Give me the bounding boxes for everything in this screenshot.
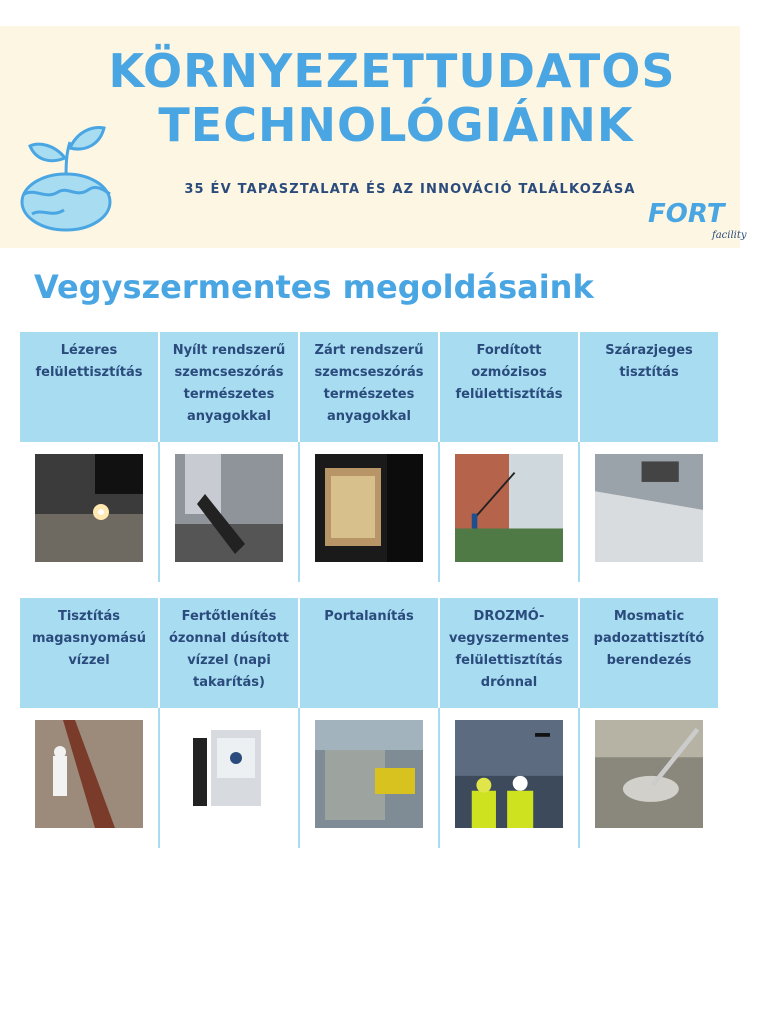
ozone-device-photo: [175, 720, 283, 828]
svg-text:FORT: FORT: [648, 199, 725, 229]
fort-logo: [646, 194, 747, 244]
solution-label: Nyílt rendszerű szemcseszórás természetes anyagokkal: [160, 332, 300, 442]
section-title: Vegyszermentes megoldásaink: [34, 268, 594, 306]
header-banner: [0, 26, 747, 248]
dust-removal-photo: [315, 720, 423, 828]
solution-label: Fertőtlenítés ózonnal dúsított vízzel (napi takarítás): [160, 598, 300, 708]
high-pressure-water-photo: [35, 720, 143, 828]
solutions-row: [20, 598, 718, 848]
drone-cleaning-photo: [455, 720, 563, 828]
floor-cleaner-photo: [595, 720, 703, 828]
page-subtitle: 35 ÉV TAPASZTALATA ÉS AZ INNOVÁCIÓ TALÁLKOZÁSA: [184, 182, 636, 197]
solution-label: DROZMÓ-vegyszermentes felülettisztítás drónnal: [440, 598, 580, 708]
globe-sprout-icon: [18, 118, 114, 230]
laser-cleaning-photo: [35, 454, 143, 562]
solution-label: Zárt rendszerű szemcseszórás természetes anyagokkal: [300, 332, 440, 442]
closed-blasting-photo: [315, 454, 423, 562]
solution-label: Portalanítás: [300, 598, 440, 708]
page-title-line-2: TECHNOLÓGIÁINK: [158, 98, 634, 152]
open-blasting-photo: [175, 454, 283, 562]
solution-label: Fordított ozmózisos felülettisztítás: [440, 332, 580, 442]
solutions-row: [20, 332, 718, 582]
dry-ice-photo: [595, 454, 703, 562]
page-title-line-1: KÖRNYEZETTUDATOS: [108, 44, 676, 98]
solution-label: Lézeres felülettisztítás: [20, 332, 160, 442]
solution-label: Tisztítás magasnyomású vízzel: [20, 598, 160, 708]
svg-text:facility: facility: [712, 230, 747, 241]
solution-label: Mosmatic padozattisztító berendezés: [580, 598, 718, 708]
solution-label: Szárazjeges tisztítás: [580, 332, 718, 442]
reverse-osmosis-photo: [455, 454, 563, 562]
